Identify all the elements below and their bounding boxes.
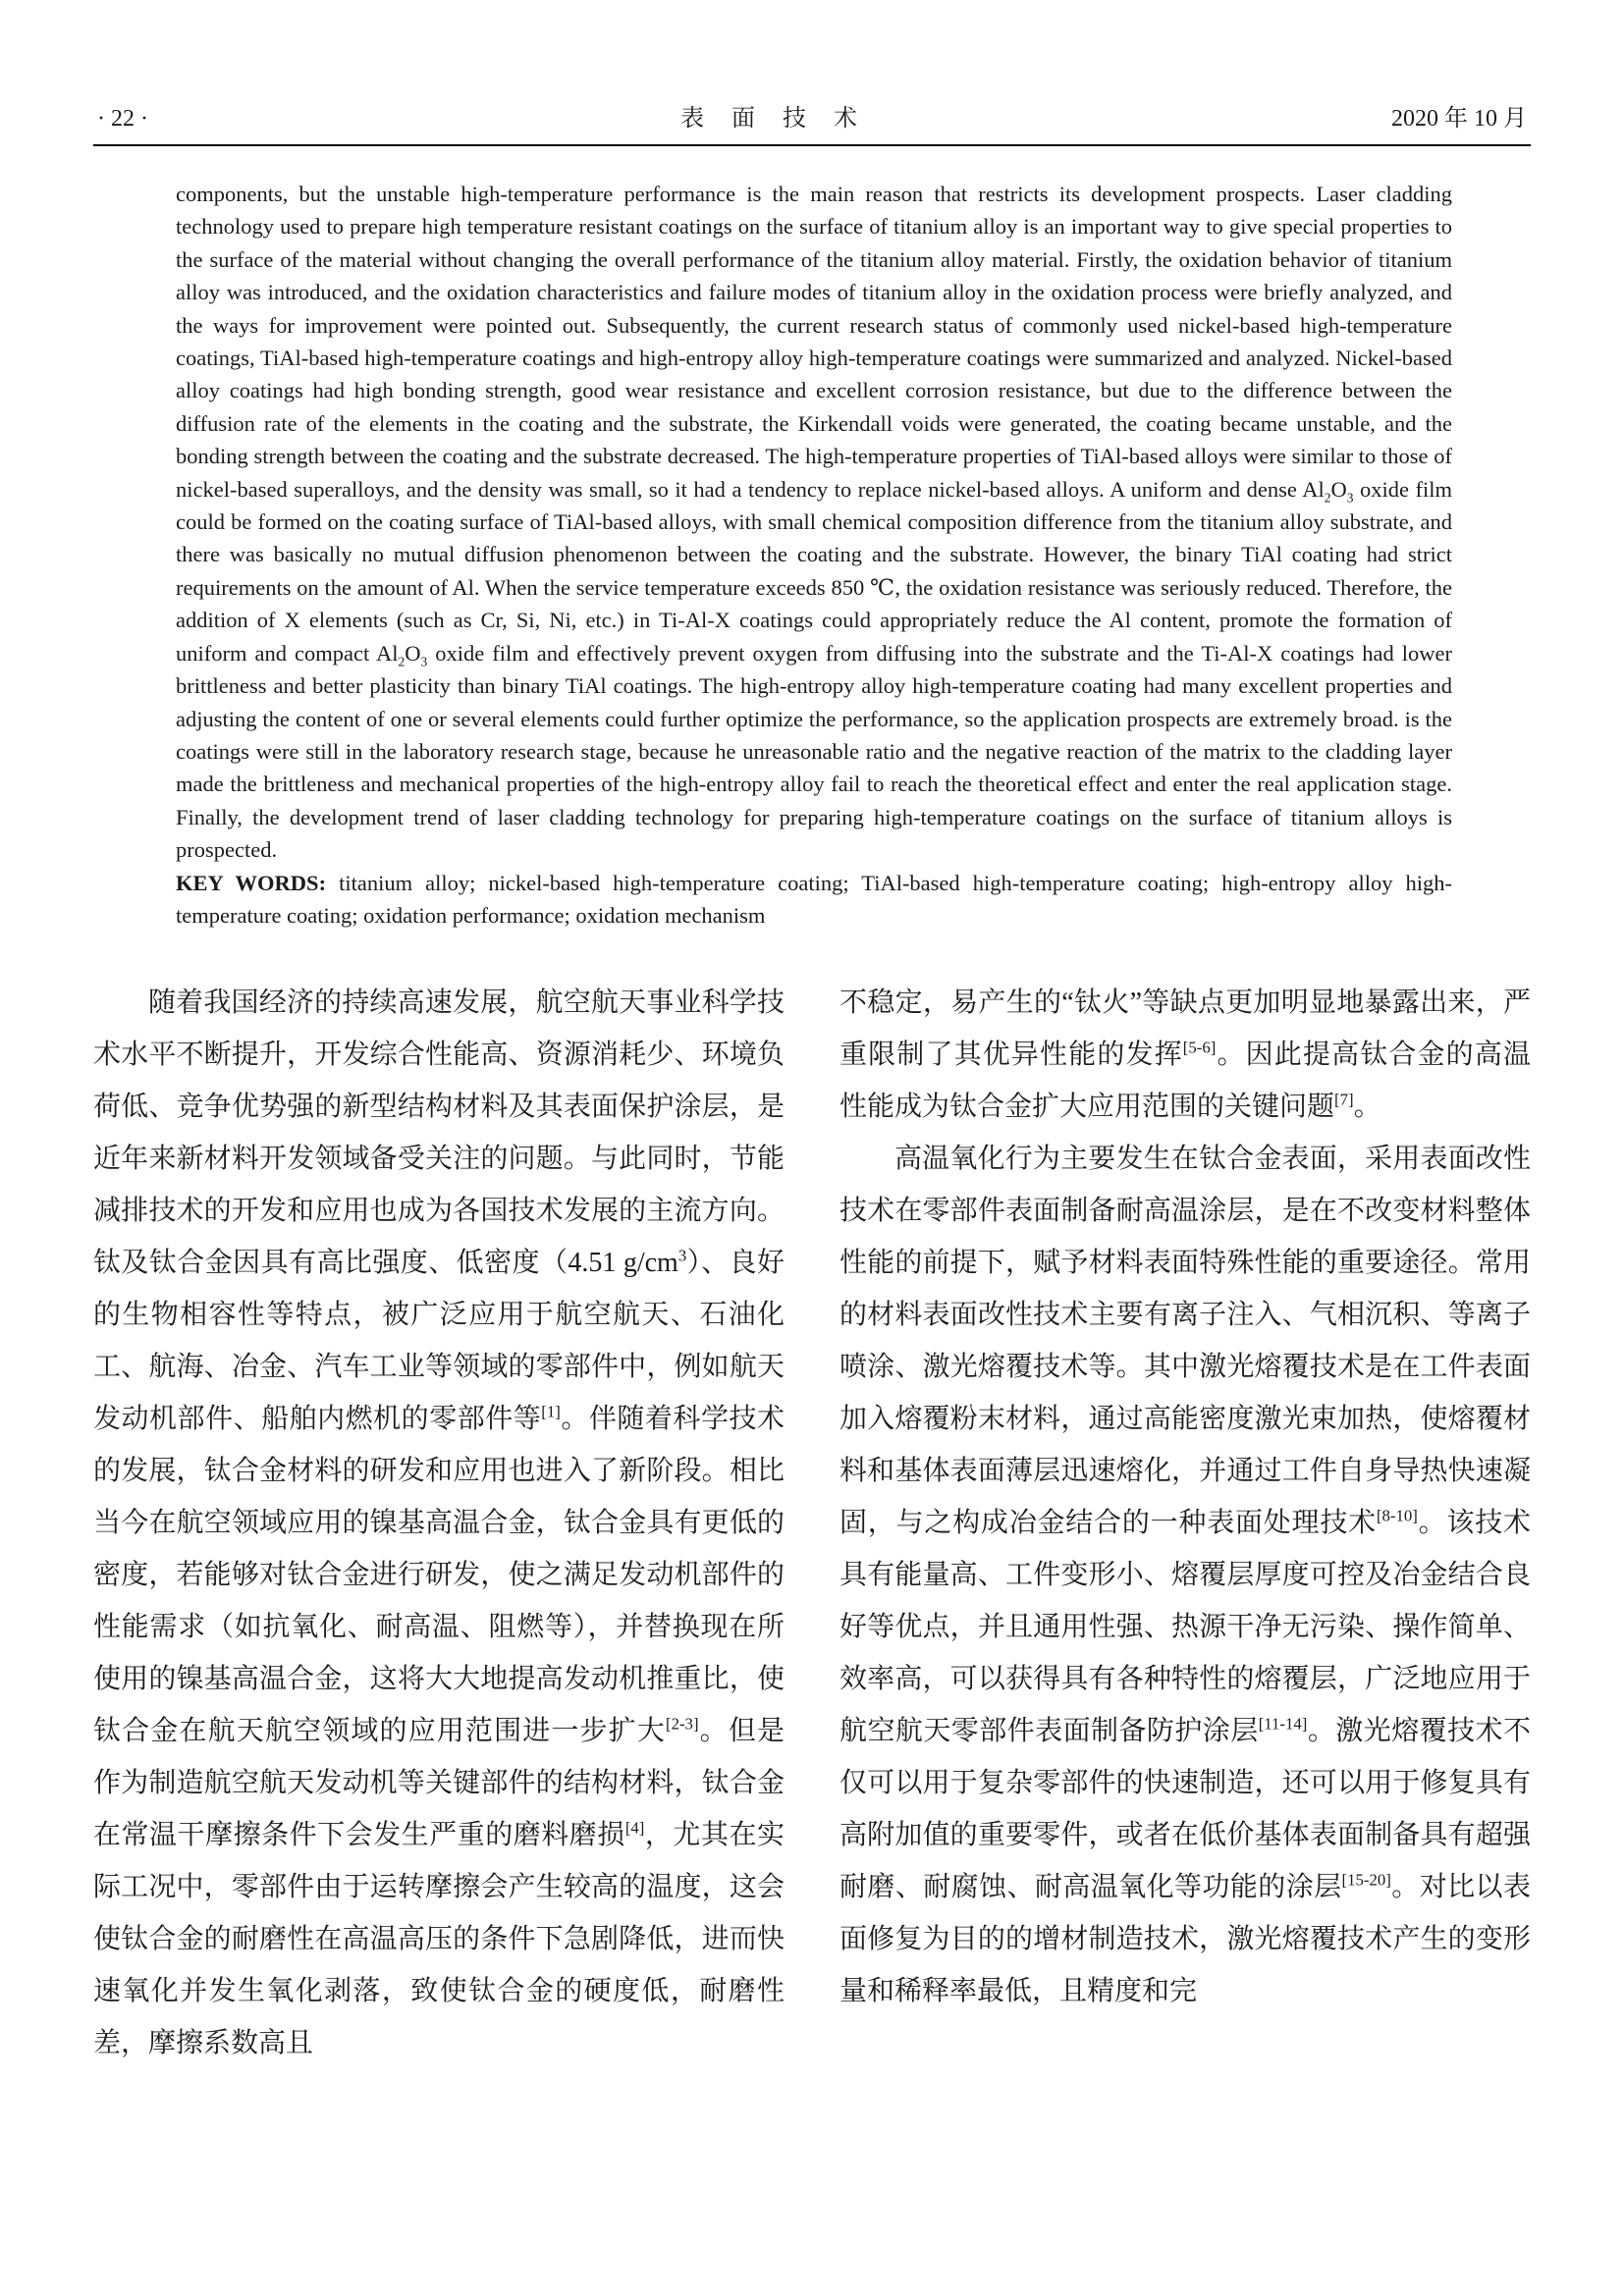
issue-date: 2020 年 10 月 [1390, 106, 1527, 132]
page-header [93, 98, 1531, 144]
keywords-paragraph [176, 867, 1452, 933]
keywords-label: KEY WORDS: [176, 870, 327, 895]
abstract-section [176, 178, 1452, 932]
abstract-text: components, but the unstable high-temperature performance is the main reason that restricts its development prospects. Laser cladding technology used to prepare high temperature resistant coatings on the surface of titanium alloy is an important way to give special properties to the surface of the material without changing the overall performance of the titanium alloy material. Firstly, the oxidation behavior of titanium alloy was introduced, and the oxidation characteristics and failure modes of titanium alloy in the oxidation process were briefly analyzed, and the ways for improvement were pointed out. Subsequently, the current research status of commonly used nickel-based high-temperature coatings, TiAl-based high-temperature coatings and high-entropy alloy high-temperature coatings were summarized and analyzed. Nickel-based alloy coatings had high bonding strength, good wear resistance and excellent corrosion resistance, but due to the difference between the diffusion rate of the elements in the coating and the substrate, the Kirkendall voids were generated, the coating became unstable, and the bonding strength between the coating and the substrate decreased. The high-temperature properties of TiAl-based alloys were similar to those of nickel-based superalloys, and the density was small, so it had a tendency to replace nickel-based alloys. A uniform and dense $Al_2O_3$ oxide film could be formed on the coating surface of TiAl-based alloys, with small chemical composition difference from the titanium alloy substrate, and there was basically no mutual diffusion phenomenon between the coating and the substrate. However, the binary TiAl coating had strict requirements on the amount of Al. When the service temperature exceeds 850 ℃, the oxidation resistance was seriously reduced. Therefore, the addition of X elements (such as Cr, Si, Ni, etc.) in Ti-Al-X coatings could appropriately reduce the Al content, promote the formation of uniform and compact $Al_2O_3$ oxide film and effectively prevent oxygen from diffusing into the substrate and the Ti-Al-X coatings had lower brittleness and better plasticity than binary TiAl coatings. The high-entropy alloy high-temperature coating had many excellent properties and adjusting the content of one or several elements could further optimize the performance, so the application prospects are extremely broad. is the coatings were still in the laboratory research stage, because he unreasonable ratio and the negative reaction of the matrix to the cladding layer made the brittleness and mechanical properties of the high-entropy alloy fail to reach the theoretical effect and enter the real application stage. Finally, the development trend of laser cladding technology for preparing high-temperature coatings on the surface of titanium alloys is prospected. [176, 182, 1452, 863]
article-body [93, 977, 1531, 2069]
keywords-text: titanium alloy; nickel-based high-temperature coating; TiAl-based high-temperature coating; high-entropy alloy high-temperature coating; oxidation performance; oxidation mechanism [176, 870, 1452, 928]
body-paragraph-1: 随着我国经济的持续高速发展，航空航天事业科学技术水平不断提升，开发综合性能高、资源消耗少、环境负荷低、竞争优势强的新型结构材料及其表面保护涂层，是近年来新材料开发领域备受关注的问题。与此同时，节能减排技术的开发和应用也成为各国技术发展的主流方向。钛及钛合金因具有高比强度、低密度（4.51 $g/cm^3$）、良好的生物相容性等特点，被广泛应用于航空航天、石油化工、航海、冶金、汽车工业等领域的零部件中，例如航天发动机部件、船舶内燃机的零部件等[1]。伴随着科学技术的发展，钛合金材料的研发和应用也进入了新阶段。相比当今在航空领域应用的镍基高温合金，钛合金具有更低的密度，若能够对钛合金进行研发，使之满足发动机部件的性能需求（如抗氧化、耐高温、阻燃等），并替换现在所使用的镍基高温合金，这将大大地提高发动机推重比，使钛合金在航天航空领域的应用范围进一步扩大[2-3]。但是作为制造航空航天发动机等关键部件的结构材料，钛合金在常温干摩擦条件下会发生严重的磨料磨损[4]，尤其在实际工况中，零部件由于运转摩擦会产生较高的温度，这会使钛合金的耐磨性在高温高压的条件下急剧降低，进而快速氧化并发生氧化剥落，致使钛合金的硬度低，耐磨性差，摩擦系数高且 [93, 988, 785, 2059]
journal-title: 表 面 技 术 [679, 106, 859, 132]
page-number: · 22 · [97, 106, 148, 132]
body-paragraph-2: 高温氧化行为主要发生在钛合金表面，采用表面改性技术在零部件表面制备耐高温涂层，是在不改变材料整体性能的前提下，赋予材料表面特殊性能的重要途径。常用的材料表面改性技术主要有离子注入、气相沉积、等离子喷涂、激光熔覆技术等。其中激光熔覆技术是在工件表面加入熔覆粉末材料，通过高能密度激光束加热，使熔覆材料和基体表面薄层迅速熔化，并通过工件自身导热快速凝固，与之构成冶金结合的一种表面处理技术[8-10]。该技术具有能量高、工件变形小、熔覆层厚度可控及冶金结合良好等优点，并且通用性强、热源干净无污染、操作简单、效率高，可以获得具有各种特性的熔覆层，广泛地应用于航空航天零部件表面制备防护涂层[11-14]。激光熔覆技术不仅可以用于复杂零部件的快速制造，还可以用于修复具有高附加值的重要零件，或者在低价基体表面制备具有超强耐磨、耐腐蚀、耐高温氧化等功能的涂层[15-20]。对比以表面修复为目的的增材制造技术，激光熔覆技术产生的变形量和稀释率最低，且精度和完 [839, 1144, 1531, 2007]
right-column [839, 977, 1531, 2069]
body-paragraph-1-continued: 不稳定，易产生的“钛火”等缺点更加明显地暴露出来，严重限制了其优异性能的发挥[5-6]。因此提高钛合金的高温性能成为钛合金扩大应用范围的关键问题[7]。 [839, 988, 1531, 1123]
left-column [93, 977, 785, 2069]
header-rule [93, 144, 1531, 146]
